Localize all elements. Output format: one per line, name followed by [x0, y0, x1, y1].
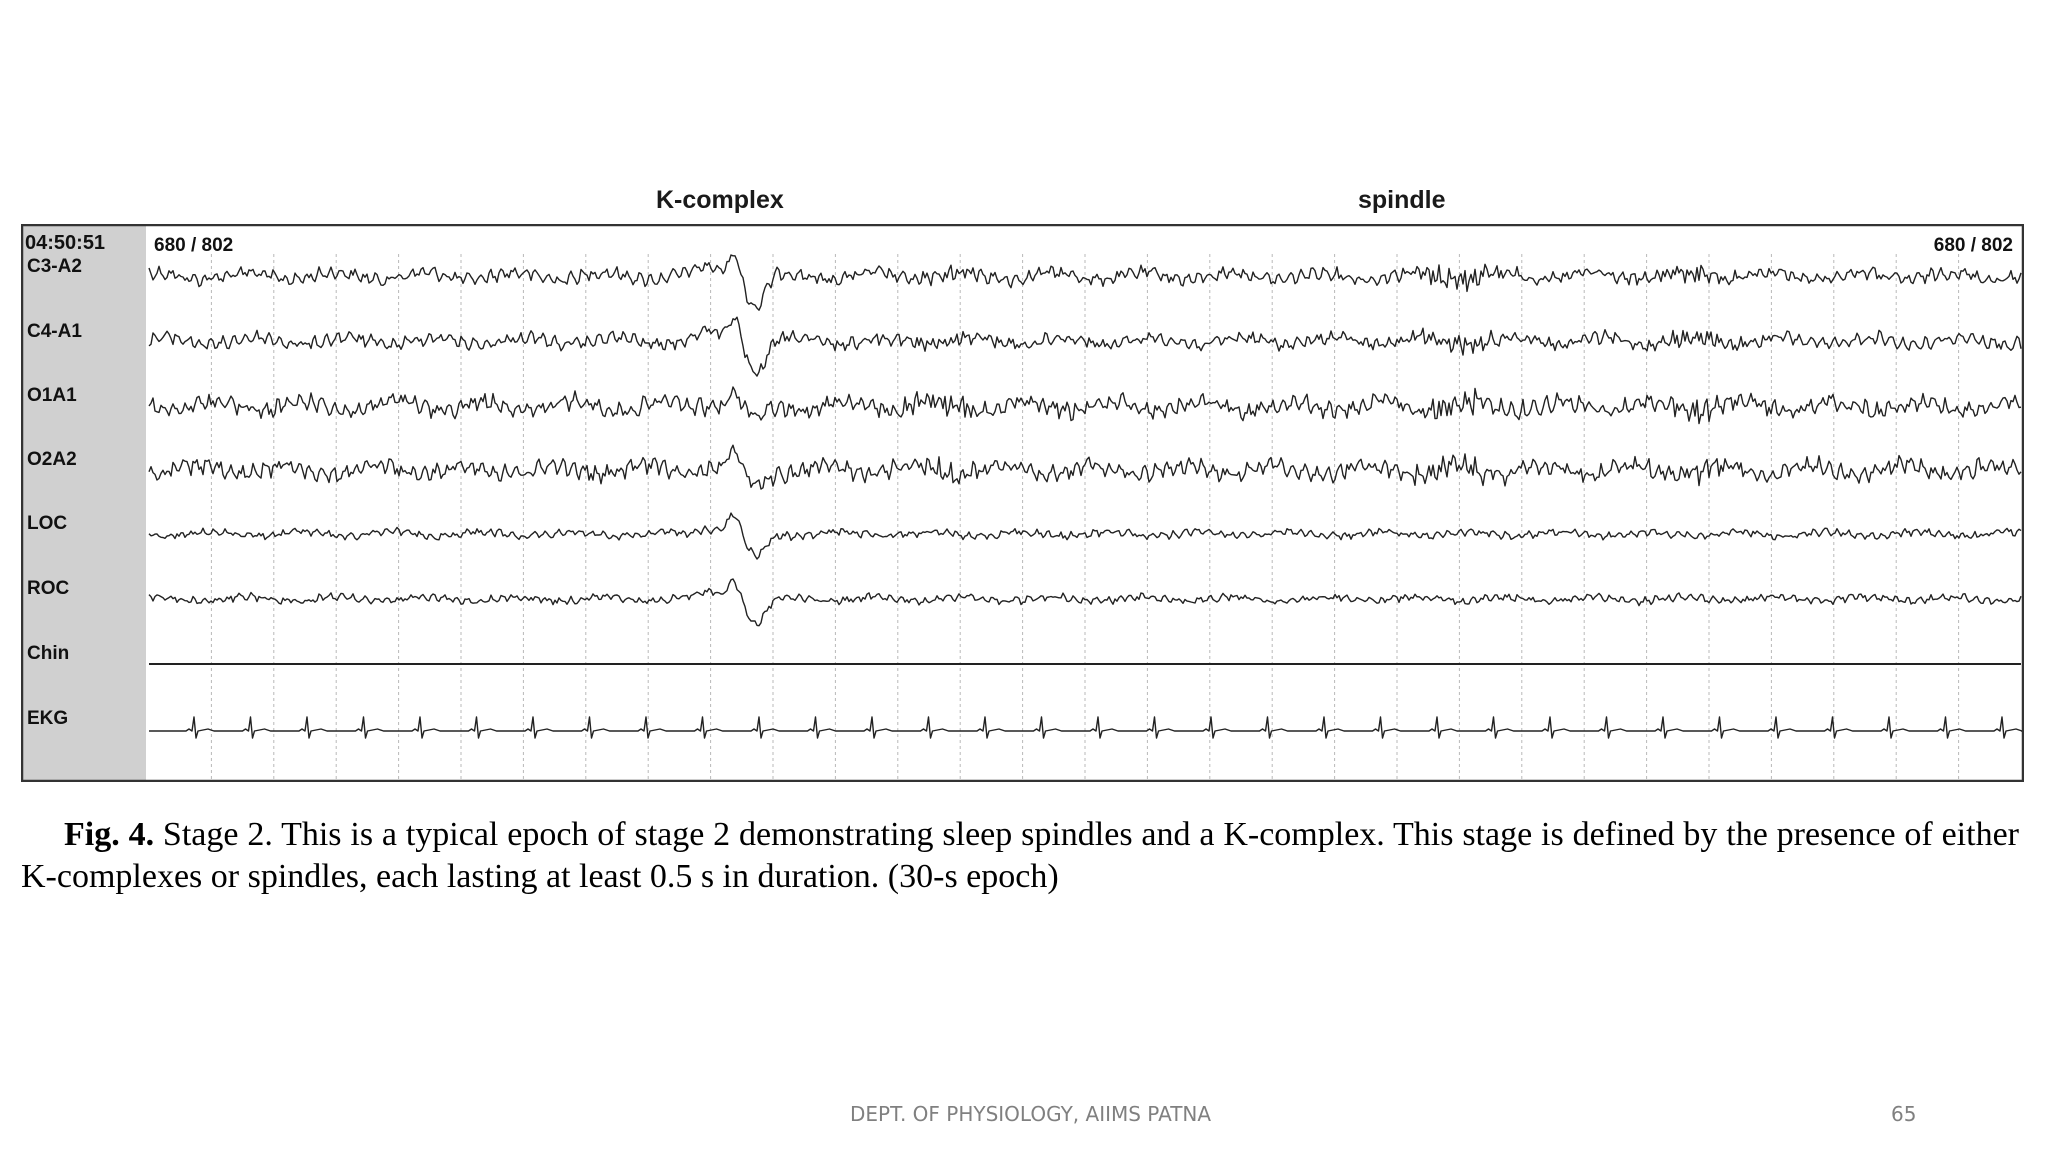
channel-label: O2A2: [27, 449, 77, 470]
channel-label: C3-A2: [27, 256, 82, 277]
spindle-annotation: spindle: [1358, 186, 1446, 214]
channel-label: C4-A1: [27, 321, 82, 342]
k-complex-annotation: K-complex: [656, 186, 784, 214]
channel-label: EKG: [27, 708, 69, 729]
channel-label: Chin: [27, 643, 70, 664]
epoch-counter-left: 680 / 802: [154, 235, 234, 256]
caption-label: Fig. 4.: [64, 816, 155, 853]
eeg-recording-figure: [21, 224, 2024, 782]
epoch-counter-right: 680 / 802: [1933, 235, 2013, 256]
footer-department: DEPT. OF PHYSIOLOGY, AIIMS PATNA: [850, 1102, 1212, 1126]
figure-caption: [21, 814, 2019, 898]
channel-trace: [149, 255, 2021, 310]
page-number: 65: [1891, 1102, 1917, 1126]
channel-label-panel: [21, 224, 146, 782]
channel-label: O1A1: [27, 385, 77, 406]
recording-time: 04:50:51: [25, 232, 106, 254]
caption-text: Stage 2. This is a typical epoch of stage 2 demonstrating sleep spindles and a K-complex. This stage is defined by the presence of either K-complexes or spindles, each lasting at least 0.5 s in duration. (30-s epoch): [21, 816, 2019, 895]
channel-label: LOC: [27, 513, 68, 534]
channel-label: ROC: [27, 578, 70, 599]
